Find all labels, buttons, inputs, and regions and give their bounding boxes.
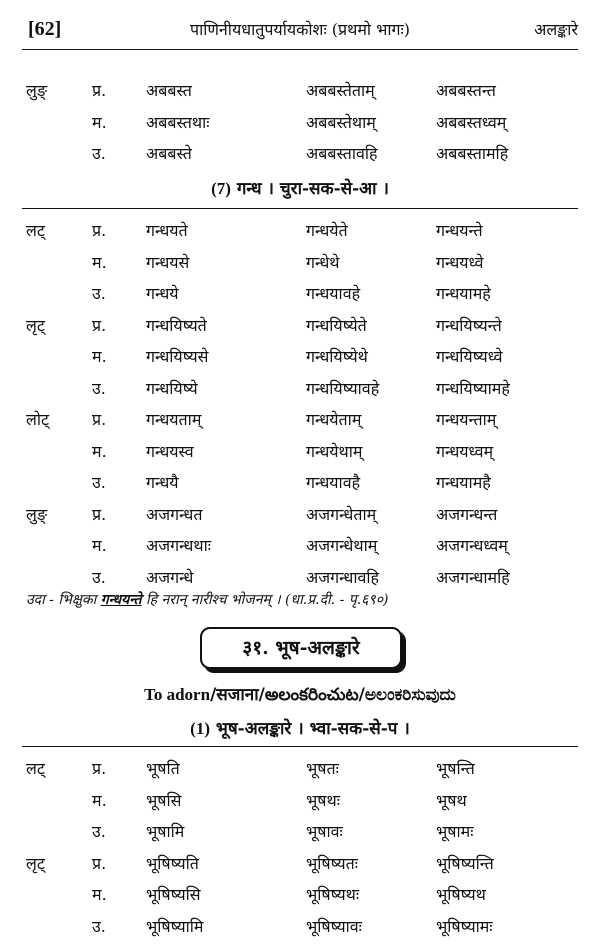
plural-form: अबबस्तामहि [436, 144, 509, 163]
dual-form: अबबस्तावहि [306, 144, 378, 163]
block-rule [22, 746, 578, 747]
table-row [24, 246, 576, 278]
singular-form: गन्धयै [146, 473, 179, 492]
table-row [24, 498, 576, 530]
singular-form: अबबस्त [146, 81, 192, 100]
dual-form: अजगन्धेथाम् [306, 536, 378, 555]
tense-label: लृट् [26, 315, 45, 335]
person-label: प्र. [92, 81, 107, 100]
person-label: प्र. [92, 315, 107, 335]
section-title-box [200, 627, 402, 669]
meaning-english: To adorn [144, 685, 211, 704]
dual-form: गन्धयेते [306, 221, 348, 240]
dual-form: भूषतः [306, 759, 339, 778]
example-citation: उदा - भिक्षुका गन्धयन्ते हि नरान् नारीश्च भोजनम् । (धा.प्र.दी. - पृ.६९०) [26, 592, 389, 608]
singular-form: गन्धयिष्ये [146, 378, 198, 398]
plural-form: गन्धयन्ताम् [436, 410, 497, 429]
singular-form: भूषति [146, 759, 180, 778]
singular-form: अजगन्धथाः [146, 536, 211, 555]
tense-label: लुङ् [26, 81, 48, 100]
dual-form: गन्धयिष्येते [306, 315, 367, 335]
table-row [24, 74, 576, 106]
person-label: प्र. [92, 221, 107, 240]
page-header [22, 14, 578, 46]
plural-form: गन्धयिष्यध्वे [436, 347, 503, 366]
singular-form: गन्धये [146, 284, 179, 303]
tense-label: लृट् [26, 853, 45, 873]
plural-form: गन्धयिष्यन्ते [436, 315, 502, 335]
dual-form: गन्धयावहे [306, 284, 361, 303]
plural-form: गन्धयामहे [436, 284, 491, 303]
dual-form: भूषथः [306, 790, 340, 810]
singular-form: भूषसि [146, 790, 182, 810]
dual-form: गन्धयावहै [306, 473, 361, 492]
table-row [24, 847, 576, 879]
table-row [24, 214, 576, 246]
table-row [24, 784, 576, 816]
table-row [24, 561, 576, 593]
singular-form: गन्धयसे [146, 252, 190, 272]
block-rule [22, 208, 578, 209]
person-label: उ. [92, 473, 106, 492]
plural-form: गन्धयामहै [436, 473, 491, 492]
header-rule [22, 49, 578, 50]
meanings-line: To adorn/सजाना/అలంకరించుట/ಅಲಂಕರಿಸುವುದು [144, 685, 456, 705]
plural-form: अजगन्धध्वम् [436, 536, 508, 555]
table-row [24, 529, 576, 561]
plural-form: गन्धयन्ते [436, 221, 483, 240]
singular-form: गन्धयिष्यते [146, 315, 207, 335]
singular-form: गन्धयस्व [146, 441, 194, 461]
table-row [24, 815, 576, 847]
subheading-7: (7) गन्ध । चुरा-सक-से-आ । [211, 179, 389, 199]
plural-form: भूषामः [436, 822, 474, 841]
person-label: म. [92, 536, 107, 555]
person-label: उ. [92, 144, 106, 163]
conjugation-block-3 [24, 752, 576, 941]
singular-form: भूषामि [146, 822, 185, 841]
singular-form: अबबस्ते [146, 144, 192, 163]
person-label: उ. [92, 567, 106, 587]
tense-label: लट् [26, 221, 45, 240]
cited-word: गन्धयन्ते [100, 592, 142, 608]
table-row [24, 752, 576, 784]
book-title: पाणिनीयधातुपर्यायकोशः (प्रथमो भागः) [189, 20, 411, 39]
running-head: अलङ्कारे [534, 20, 578, 39]
person-label: म. [92, 441, 107, 461]
meaning-kannada: ಅಲಂಕರಿಸುವುದು [364, 685, 456, 705]
dual-form: अजगन्धेताम् [306, 504, 377, 524]
person-label: म. [92, 347, 107, 366]
table-row [24, 910, 576, 942]
meaning-hindi: सजाना [216, 685, 259, 705]
dual-form: अजगन्धावहि [306, 567, 380, 587]
conjugation-block-2 [24, 214, 576, 592]
table-row [24, 372, 576, 404]
person-label: उ. [92, 378, 106, 398]
dual-form: भूषिष्यावः [306, 916, 362, 936]
singular-form: गन्धयताम् [146, 410, 202, 429]
dual-form: गन्धयिष्यावहे [306, 378, 380, 398]
person-label: प्र. [92, 853, 107, 873]
singular-form: भूषिष्यसि [146, 885, 201, 904]
singular-form: भूषिष्यति [146, 853, 199, 873]
plural-form: अबबस्तध्वम् [436, 112, 507, 132]
plural-form: अजगन्धामहि [436, 567, 510, 587]
plural-form: गन्धयध्वम् [436, 441, 494, 461]
person-label: प्र. [92, 410, 107, 429]
table-row [24, 435, 576, 467]
singular-form: अजगन्धत [146, 504, 203, 524]
table-row [24, 403, 576, 435]
dual-form: अबबस्तेताम् [306, 81, 375, 100]
person-label: प्र. [92, 759, 107, 778]
tense-label: लट् [26, 759, 45, 778]
page-number: [62] [28, 18, 62, 40]
plural-form: गन्धयिष्यामहे [436, 378, 510, 398]
section-title: ३१. भूष-अलङ्कारे [242, 637, 360, 659]
conjugation-block-1 [24, 74, 576, 169]
singular-form: अबबस्तथाः [146, 112, 210, 132]
dual-form: गन्धयेताम् [306, 410, 362, 429]
dual-form: भूषावः [306, 822, 343, 841]
table-row [24, 466, 576, 498]
meaning-telugu: అలంకరించుట [264, 685, 359, 705]
plural-form: भूषिष्यन्ति [436, 853, 494, 873]
tense-label: लोट् [26, 410, 50, 429]
table-row [24, 878, 576, 910]
dual-form: गन्धयेथाम् [306, 441, 363, 461]
dual-form: भूषिष्यथः [306, 885, 360, 904]
dual-form: भूषिष्यतः [306, 853, 358, 873]
person-label: म. [92, 112, 107, 132]
subheading-1: (1) भूष-अलङ्कारे । भ्वा-सक-से-प । [190, 719, 410, 739]
plural-form: भूषिष्यथ [436, 885, 486, 904]
table-row [24, 137, 576, 169]
table-row [24, 340, 576, 372]
table-row [24, 106, 576, 138]
person-label: उ. [92, 822, 106, 841]
table-row [24, 309, 576, 341]
plural-form: गन्धयध्वे [436, 252, 484, 272]
person-label: म. [92, 252, 107, 272]
table-row [24, 277, 576, 309]
singular-form: अजगन्धे [146, 567, 194, 587]
singular-form: गन्धयते [146, 221, 188, 240]
plural-form: अबबस्तन्त [436, 81, 496, 100]
plural-form: अजगन्धन्त [436, 504, 498, 524]
person-label: म. [92, 885, 107, 904]
dual-form: गन्धयिष्येथे [306, 347, 368, 366]
dual-form: अबबस्तेथाम् [306, 112, 376, 132]
person-label: म. [92, 790, 107, 810]
singular-form: गन्धयिष्यसे [146, 347, 209, 366]
tense-label: लुङ् [26, 504, 48, 524]
plural-form: भूषन्ति [436, 759, 475, 778]
person-label: प्र. [92, 504, 107, 524]
plural-form: भूषिष्यामः [436, 916, 493, 936]
dual-form: गन्धेथे [306, 252, 340, 272]
person-label: उ. [92, 916, 106, 936]
plural-form: भूषथ [436, 790, 467, 810]
person-label: उ. [92, 284, 106, 303]
singular-form: भूषिष्यामि [146, 916, 204, 936]
